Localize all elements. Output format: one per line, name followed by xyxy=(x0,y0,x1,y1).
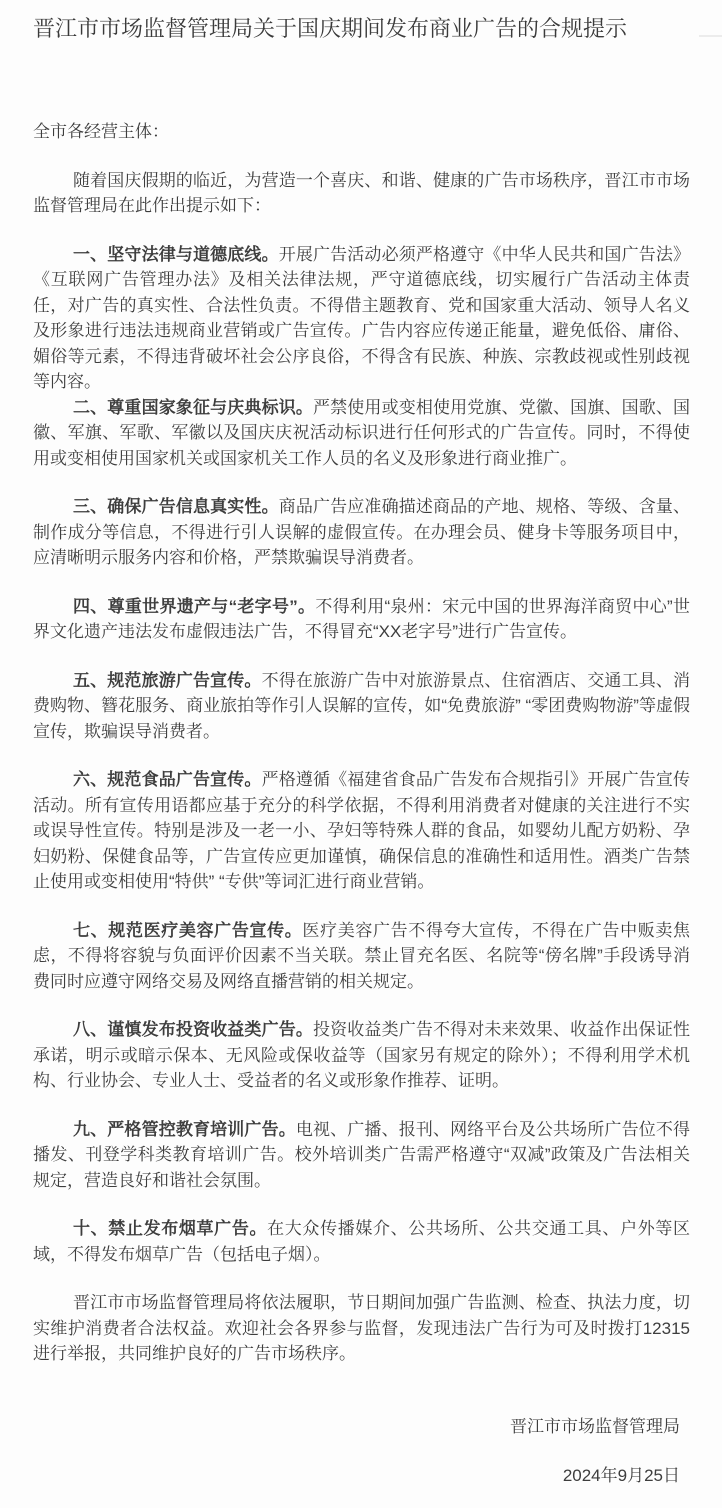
section-3-body: 商品广告应准确描述商品的产地、规格、等级、含量、制作成分等信息，不得进行引人误解的虚假宣传。在办理会员、健身卡等服务项目中，应清晰明示服务内容和价格，严禁欺骗误导消费者。 xyxy=(33,497,691,567)
section-7-body: 医疗美容广告不得夸大宣传，不得在广告中贩卖焦虑，不得将容貌与负面评价因素不当关联。禁止冒充名医、名院等“傍名牌”手段诱导消费同时应遵守网络交易及网络直播营销的相关规定。 xyxy=(33,920,691,991)
section-3 xyxy=(33,494,690,571)
section-4-body: 不得利用“泉州：宋元中国的世界海洋商贸中心”世界文化遗产违法发布虚假违法广告，不得冒充“XX老字号”进行广告宣传。 xyxy=(33,596,690,641)
section-8 xyxy=(33,1017,690,1094)
section-5-heading: 五、规范旅游广告宣传。 xyxy=(73,670,262,690)
section-2-heading: 二、尊重国家象征与庆典标识。 xyxy=(73,397,313,417)
section-10-heading: 十、禁止发布烟草广告。 xyxy=(73,1219,268,1238)
section-9-heading: 九、严格管控教育培训广告。 xyxy=(73,1119,296,1139)
top-right-rule xyxy=(699,35,722,37)
section-1 xyxy=(33,242,690,395)
section-4 xyxy=(33,594,690,645)
section-5 xyxy=(33,668,690,745)
section-8-heading: 八、谨慎发布投资收益类广告。 xyxy=(73,1020,313,1039)
signature: 晋江市市场监督管理局 xyxy=(510,1416,680,1436)
section-3-heading: 三、确保广告信息真实性。 xyxy=(73,497,279,516)
section-6-body: 严格遵循《福建省食品广告发布合规指引》开展广告宣传活动。所有宣传用语都应基于充分的科学依据，不得利用消费者对健康的关注进行不实或误导性宣传。特别是涉及一老一小、孕妇等特殊人群的食品，如婴幼儿配方奶粉、孕妇奶粉、保健食品等，广告宣传应更加谨慎，确保信息的准确性和适用性。酒类广告禁止使用或变相使用“特供” “专供”等词汇进行商业营销。 xyxy=(33,770,691,891)
section-10-body: 在大众传播媒介、公共场所、公共交通工具、户外等区域，不得发布烟草广告（包括电子烟）。 xyxy=(33,1219,691,1264)
section-5-body: 不得在旅游广告中对旅游景点、住宿酒店、交通工具、消费购物、簪花服务、商业旅拍等作引人误解的宣传，如“免费旅游” “零团费购物游”等虚假宣传，欺骗误导消费者。 xyxy=(33,670,691,741)
date: 2024年9月25日 xyxy=(562,1466,680,1485)
section-2 xyxy=(33,395,690,472)
section-1-heading: 一、坚守法律与道德底线。 xyxy=(73,244,279,264)
section-7-heading: 七、规范医疗美容广告宣传。 xyxy=(73,920,303,940)
section-6 xyxy=(33,767,690,895)
intro-paragraph: 随着国庆假期的临近，为营造一个喜庆、和谐、健康的广告市场秩序，晋江市市场监督管理局在此作出提示如下： xyxy=(33,170,690,215)
section-2-body: 严禁使用或变相使用党旗、党徽、国旗、国歌、国徽、军旗、军歌、军徽以及国庆庆祝活动标识进行任何形式的广告宣传。同时，不得使用或变相使用国家机关或国家机关工作人员的名义及形象进行商业推广。 xyxy=(33,397,690,468)
section-10 xyxy=(33,1216,690,1267)
section-9-body: 电视、广播、报刊、网络平台及公共场所广告位不得播发、刊登学科类教育培训广告。校外培训类广告需严格遵守“双减”政策及广告法相关规定，营造良好和谐社会氛围。 xyxy=(33,1119,691,1190)
closing-paragraph: 晋江市市场监督管理局将依法履职，节日期间加强广告监测、检查、执法力度，切实维护消费者合法权益。欢迎社会各界参与监督，发现违法广告行为可及时拨打12315进行举报，共同维护良好的广告市场秩序。 xyxy=(33,1293,690,1363)
salutation: 全市各经营主体： xyxy=(33,122,169,141)
section-1-body: 开展广告活动必须严格遵守《中华人民共和国广告法》《互联网广告管理办法》及相关法律法规，严守道德底线，切实履行广告活动主体责任，对广告的真实性、合法性负责。不得借主题教育、党和国家重大活动、领导人名义及形象进行违法违规商业营销或广告宣传。广告内容应传递正能量，避免低俗、庸俗、媚俗等元素，不得违背破坏社会公序良俗，不得含有民族、种族、宗教歧视或性别歧视等内容。 xyxy=(33,244,691,391)
section-6-heading: 六、规范食品广告宣传。 xyxy=(73,770,262,789)
section-9 xyxy=(33,1117,690,1194)
section-8-body: 投资收益类广告不得对未来效果、收益作出保证性承诺，明示或暗示保本、无风险或保收益等（国家另有规定的除外）；不得利用学术机构、行业协会、专业人士、受益者的名义或形象作推荐、证明。 xyxy=(33,1020,690,1090)
section-7 xyxy=(33,918,690,995)
page-title: 晋江市市场监督管理局关于国庆期间发布商业广告的合规提示 xyxy=(33,16,628,41)
section-4-heading: 四、尊重世界遗产与“老字号”。 xyxy=(73,596,316,616)
